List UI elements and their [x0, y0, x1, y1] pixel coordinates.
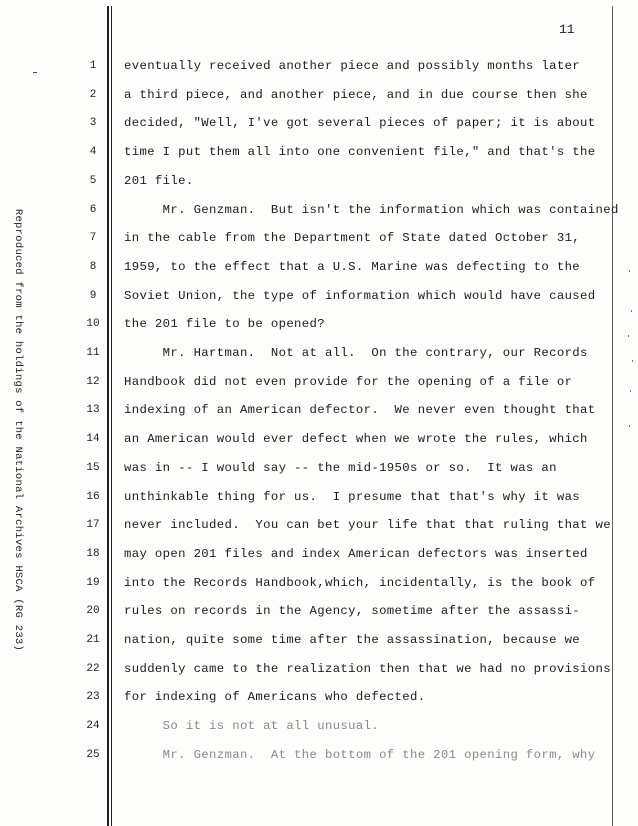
line-number: 17 — [86, 519, 100, 532]
transcript-line: time I put them all into one convenient file," and that's the — [124, 145, 596, 160]
line-number: 3 — [89, 117, 97, 130]
line-number: 7 — [89, 232, 97, 245]
transcript-line: suddenly came to the realization then that we had no provisions — [124, 661, 611, 676]
transcript-line: decided, "Well, I've got several pieces of paper; it is about — [124, 116, 596, 131]
transcript-line: indexing of an American defector. We never even thought that — [124, 403, 596, 418]
line-number: 18 — [86, 547, 100, 560]
transcript-line: eventually received another piece and possibly months later — [124, 59, 581, 73]
page-number: 11 — [559, 22, 575, 37]
line-number: 4 — [89, 146, 97, 159]
line-number: 20 — [86, 605, 100, 618]
transcript-line: may open 201 files and index American defectors was inserted — [124, 546, 588, 561]
transcript-line: Mr. Genzman. But isn't the information which was contained — [124, 202, 619, 217]
transcript-line: into the Records Handbook,which, incidentally, is the book of — [124, 575, 596, 590]
transcript-line: was in -- I would say -- the mid-1950s or so. It was an — [124, 460, 557, 475]
line-number: 6 — [89, 203, 97, 216]
left-margin-rule-inner — [111, 6, 112, 826]
line-number: 5 — [89, 174, 97, 187]
transcript-line: 1959, to the effect that a U.S. Marine was defecting to the — [124, 259, 581, 274]
line-number: 2 — [89, 88, 97, 101]
transcript-line: Mr. Hartman. Not at all. On the contrary, our Records — [124, 346, 588, 360]
line-number: 11 — [86, 347, 100, 359]
scan-specks — [627, 250, 635, 450]
transcript-line: the 201 file to be opened? — [124, 317, 325, 332]
transcript-line: for indexing of Americans who defected. — [124, 690, 426, 705]
line-number: 8 — [89, 260, 97, 273]
line-number: 19 — [86, 576, 100, 589]
transcript-line: Mr. Genzman. At the bottom of the 201 opening form, why — [124, 747, 596, 762]
transcript-line: a third piece, and another piece, and in due course then she — [124, 87, 588, 102]
transcript-line: Handbook did not even provide for the opening of a file or — [124, 374, 573, 389]
line-number: 24 — [86, 720, 100, 733]
line-number: 22 — [86, 662, 100, 675]
transcript-line: So it is not at all unusual. — [124, 719, 380, 734]
transcript-line: 201 file. — [124, 173, 194, 188]
scan-mark — [33, 72, 37, 73]
transcript-line: nation, quite some time after the assassination, because we — [124, 633, 581, 647]
line-number: 23 — [86, 691, 100, 704]
transcript-line: unthinkable thing for us. I presume that that's why it was — [124, 489, 581, 504]
line-number: 16 — [86, 490, 100, 503]
line-number: 21 — [86, 634, 100, 646]
line-number: 9 — [89, 289, 97, 302]
transcript-line: rules on records in the Agency, sometime after the assassi- — [124, 604, 581, 619]
transcript-line: Soviet Union, the type of information which would have caused — [124, 288, 596, 303]
transcript-line: an American would ever defect when we wrote the rules, which — [124, 432, 588, 447]
line-number: 25 — [86, 748, 100, 761]
line-number: 15 — [86, 461, 100, 474]
line-number: 14 — [86, 433, 100, 446]
transcript-line: never included. You can bet your life that that ruling that we — [124, 518, 611, 533]
transcript-line: in the cable from the Department of State dated October 31, — [124, 231, 581, 246]
line-number: 1 — [89, 60, 97, 72]
archive-stamp: Reproduced from the holdings of the National Archives HSCA (RG 233) — [12, 208, 24, 652]
right-margin-rule — [612, 6, 613, 826]
line-number: 13 — [86, 404, 100, 417]
line-number: 12 — [86, 375, 100, 388]
line-number: 10 — [86, 318, 100, 331]
